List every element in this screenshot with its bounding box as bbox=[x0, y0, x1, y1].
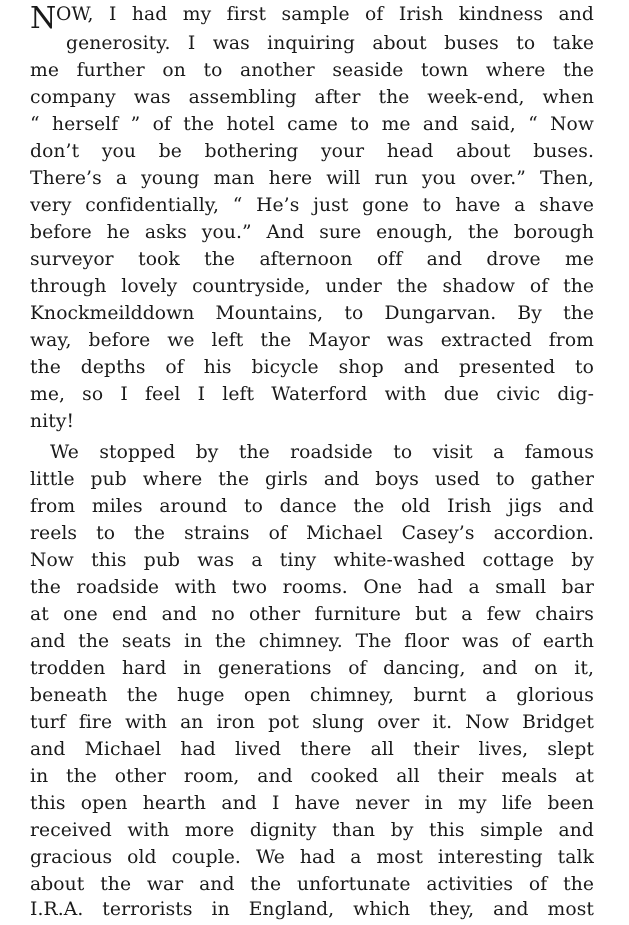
text-line: nity! bbox=[30, 411, 75, 432]
text-line: “ herself ” of the hotel came to me and said, “ Now bbox=[30, 114, 594, 135]
text-line: and Michael had lived there all their lives, slept bbox=[30, 739, 594, 760]
text-line: generosity. I was inquiring about buses to take bbox=[66, 33, 594, 54]
text-line: don’t you be bothering your head about buses. bbox=[30, 141, 594, 162]
text-line: beneath the huge open chimney, burnt a glorious bbox=[30, 685, 594, 706]
text-line: reels to the strains of Michael Casey’s accordion. bbox=[30, 523, 594, 544]
text-line: me, so I feel I left Waterford with due civic dig- bbox=[30, 384, 594, 405]
text-line: turf fire with an iron pot slung over it. Now Bridget bbox=[30, 712, 594, 733]
text-line: Knockmeilddown Mountains, to Dungarvan. By the bbox=[30, 303, 594, 324]
text-line: received with more dignity than by this simple and bbox=[30, 820, 594, 841]
text-line: before he asks you.” And sure enough, the borough bbox=[30, 222, 594, 243]
text-line: way, before we left the Mayor was extracted from bbox=[30, 330, 594, 351]
text-line: surveyor took the afternoon off and drove me bbox=[30, 249, 594, 270]
text-line: the roadside with two rooms. One had a small bar bbox=[30, 577, 594, 598]
drop-cap: N bbox=[30, 1, 57, 36]
text-line: Now this pub was a tiny white-washed cottage by bbox=[30, 550, 594, 571]
text-line: the depths of his bicycle shop and presented to bbox=[30, 357, 594, 378]
text-line: this open hearth and I have never in my life been bbox=[30, 793, 594, 814]
text-line: There’s a young man here will run you over.” Then, bbox=[30, 168, 594, 189]
text-line: and the seats in the chimney. The floor was of earth bbox=[30, 631, 594, 652]
text-line: OW, I had my first sample of Irish kindness and bbox=[56, 4, 594, 25]
text-line: trodden hard in generations of dancing, and on it, bbox=[30, 658, 594, 679]
text-line: in the other room, and cooked all their meals at bbox=[30, 766, 594, 787]
text-line: about the war and the unfortunate activities of the bbox=[30, 874, 594, 895]
text-line: I.R.A. terrorists in England, which they, and most bbox=[30, 899, 594, 920]
text-line: We stopped by the roadside to visit a famous bbox=[50, 442, 594, 463]
text-line: at one end and no other furniture but a few chairs bbox=[30, 604, 594, 625]
document-page bbox=[30, 0, 594, 925]
text-line: me further on to another seaside town where the bbox=[30, 60, 594, 81]
text-line: company was assembling after the week-end, when bbox=[30, 87, 594, 108]
text-line: little pub where the girls and boys used to gather bbox=[30, 469, 594, 490]
text-line: from miles around to dance the old Irish jigs and bbox=[30, 496, 594, 517]
text-line: very confidentially, “ He’s just gone to have a shave bbox=[30, 195, 594, 216]
text-line: gracious old couple. We had a most interesting talk bbox=[30, 847, 594, 868]
text-line: through lovely countryside, under the shadow of the bbox=[30, 276, 594, 297]
